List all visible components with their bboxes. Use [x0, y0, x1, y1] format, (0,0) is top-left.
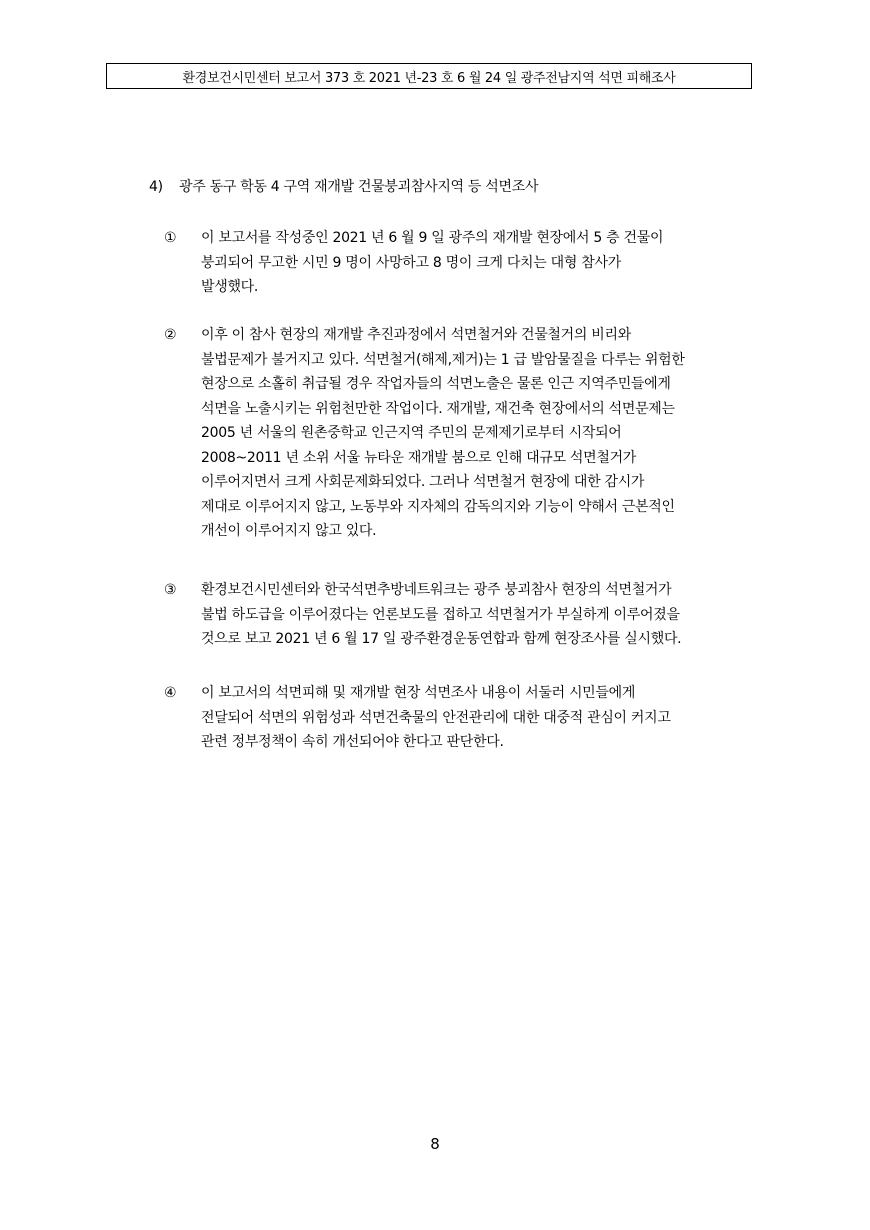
item-line: 불법문제가 불거지고 있다. 석면철거(해제,제거)는 1 급 발암물질을 다루는 위험한: [201, 351, 685, 368]
item-marker: ③: [164, 582, 177, 598]
item-line: 개선이 이루어지지 않고 있다.: [201, 523, 377, 539]
item-line: 관련 정부정책이 속히 개선되어야 한다고 판단한다.: [201, 734, 504, 750]
page-number: 8: [430, 1135, 440, 1153]
item-marker: ④: [164, 685, 177, 701]
report-header-text: 환경보건시민센터 보고서 373 호 2021 년-23 호 6 월 24 일 광주전남지역 석면 피해조사: [182, 70, 676, 86]
list-item: [164, 578, 754, 652]
section-heading: [149, 176, 538, 196]
item-line: 2005 년 서울의 원촌중학교 인근지역 주민의 문제제기로부터 시작되어: [201, 425, 622, 441]
item-line: 이후 이 참사 현장의 재개발 추진과정에서 석면철거와 건물철거의 비리와: [201, 327, 631, 343]
section-title-text: 광주 동구 학동 4 구역 재개발 건물붕괴참사지역 등 석면조사: [179, 179, 539, 195]
item-marker: ②: [164, 327, 177, 343]
list-item: [164, 226, 754, 300]
item-line: 환경보건시민센터와 한국석면추방네트워크는 광주 붕괴참사 현장의 석면철거가: [201, 582, 672, 598]
item-line: 불법 하도급을 이루어졌다는 언론보도를 접하고 석면철거가 부실하게 이루어졌을: [201, 606, 680, 623]
item-line: 이루어지면서 크게 사회문제화되었다. 그러나 석면철거 현장에 대한 감시가: [201, 474, 645, 490]
item-line: 제대로 이루어지지 않고, 노동부와 지자체의 감독의지와 기능이 약해서 근본적인: [201, 498, 675, 515]
item-marker: ①: [164, 230, 177, 246]
item-line: 현장으로 소홀히 취급될 경우 작업자들의 석면노출은 물론 인근 지역주민들에게: [201, 376, 671, 392]
item-line: 붕괴되어 무고한 시민 9 명이 사망하고 8 명이 크게 다치는 대형 참사가: [201, 254, 621, 271]
item-line: 것으로 보고 2021 년 6 월 17 일 광주환경운동연합과 함께 현장조사를 실시했다.: [201, 631, 682, 647]
list-item: [164, 323, 754, 544]
item-line: 석면을 노출시키는 위험천만한 작업이다. 재개발, 재건축 현장에서의 석면문제는: [201, 400, 675, 417]
list-item: [164, 681, 754, 755]
item-line: 전달되어 석면의 위험성과 석면건축물의 안전관리에 대한 대중적 관심이 커지고: [201, 709, 671, 726]
section-number: 4): [149, 179, 163, 195]
item-line: 이 보고서의 석면피해 및 재개발 현장 석면조사 내용이 서둘러 시민들에게: [201, 685, 636, 701]
item-line: 발생했다.: [201, 279, 259, 295]
item-line: 2008~2011 년 소위 서울 뉴타운 재개발 붐으로 인해 대규모 석면철거가: [201, 449, 637, 466]
report-header: [106, 63, 752, 89]
item-line: 이 보고서를 작성중인 2021 년 6 월 9 일 광주의 재개발 현장에서 5 층 건물이: [201, 230, 664, 246]
